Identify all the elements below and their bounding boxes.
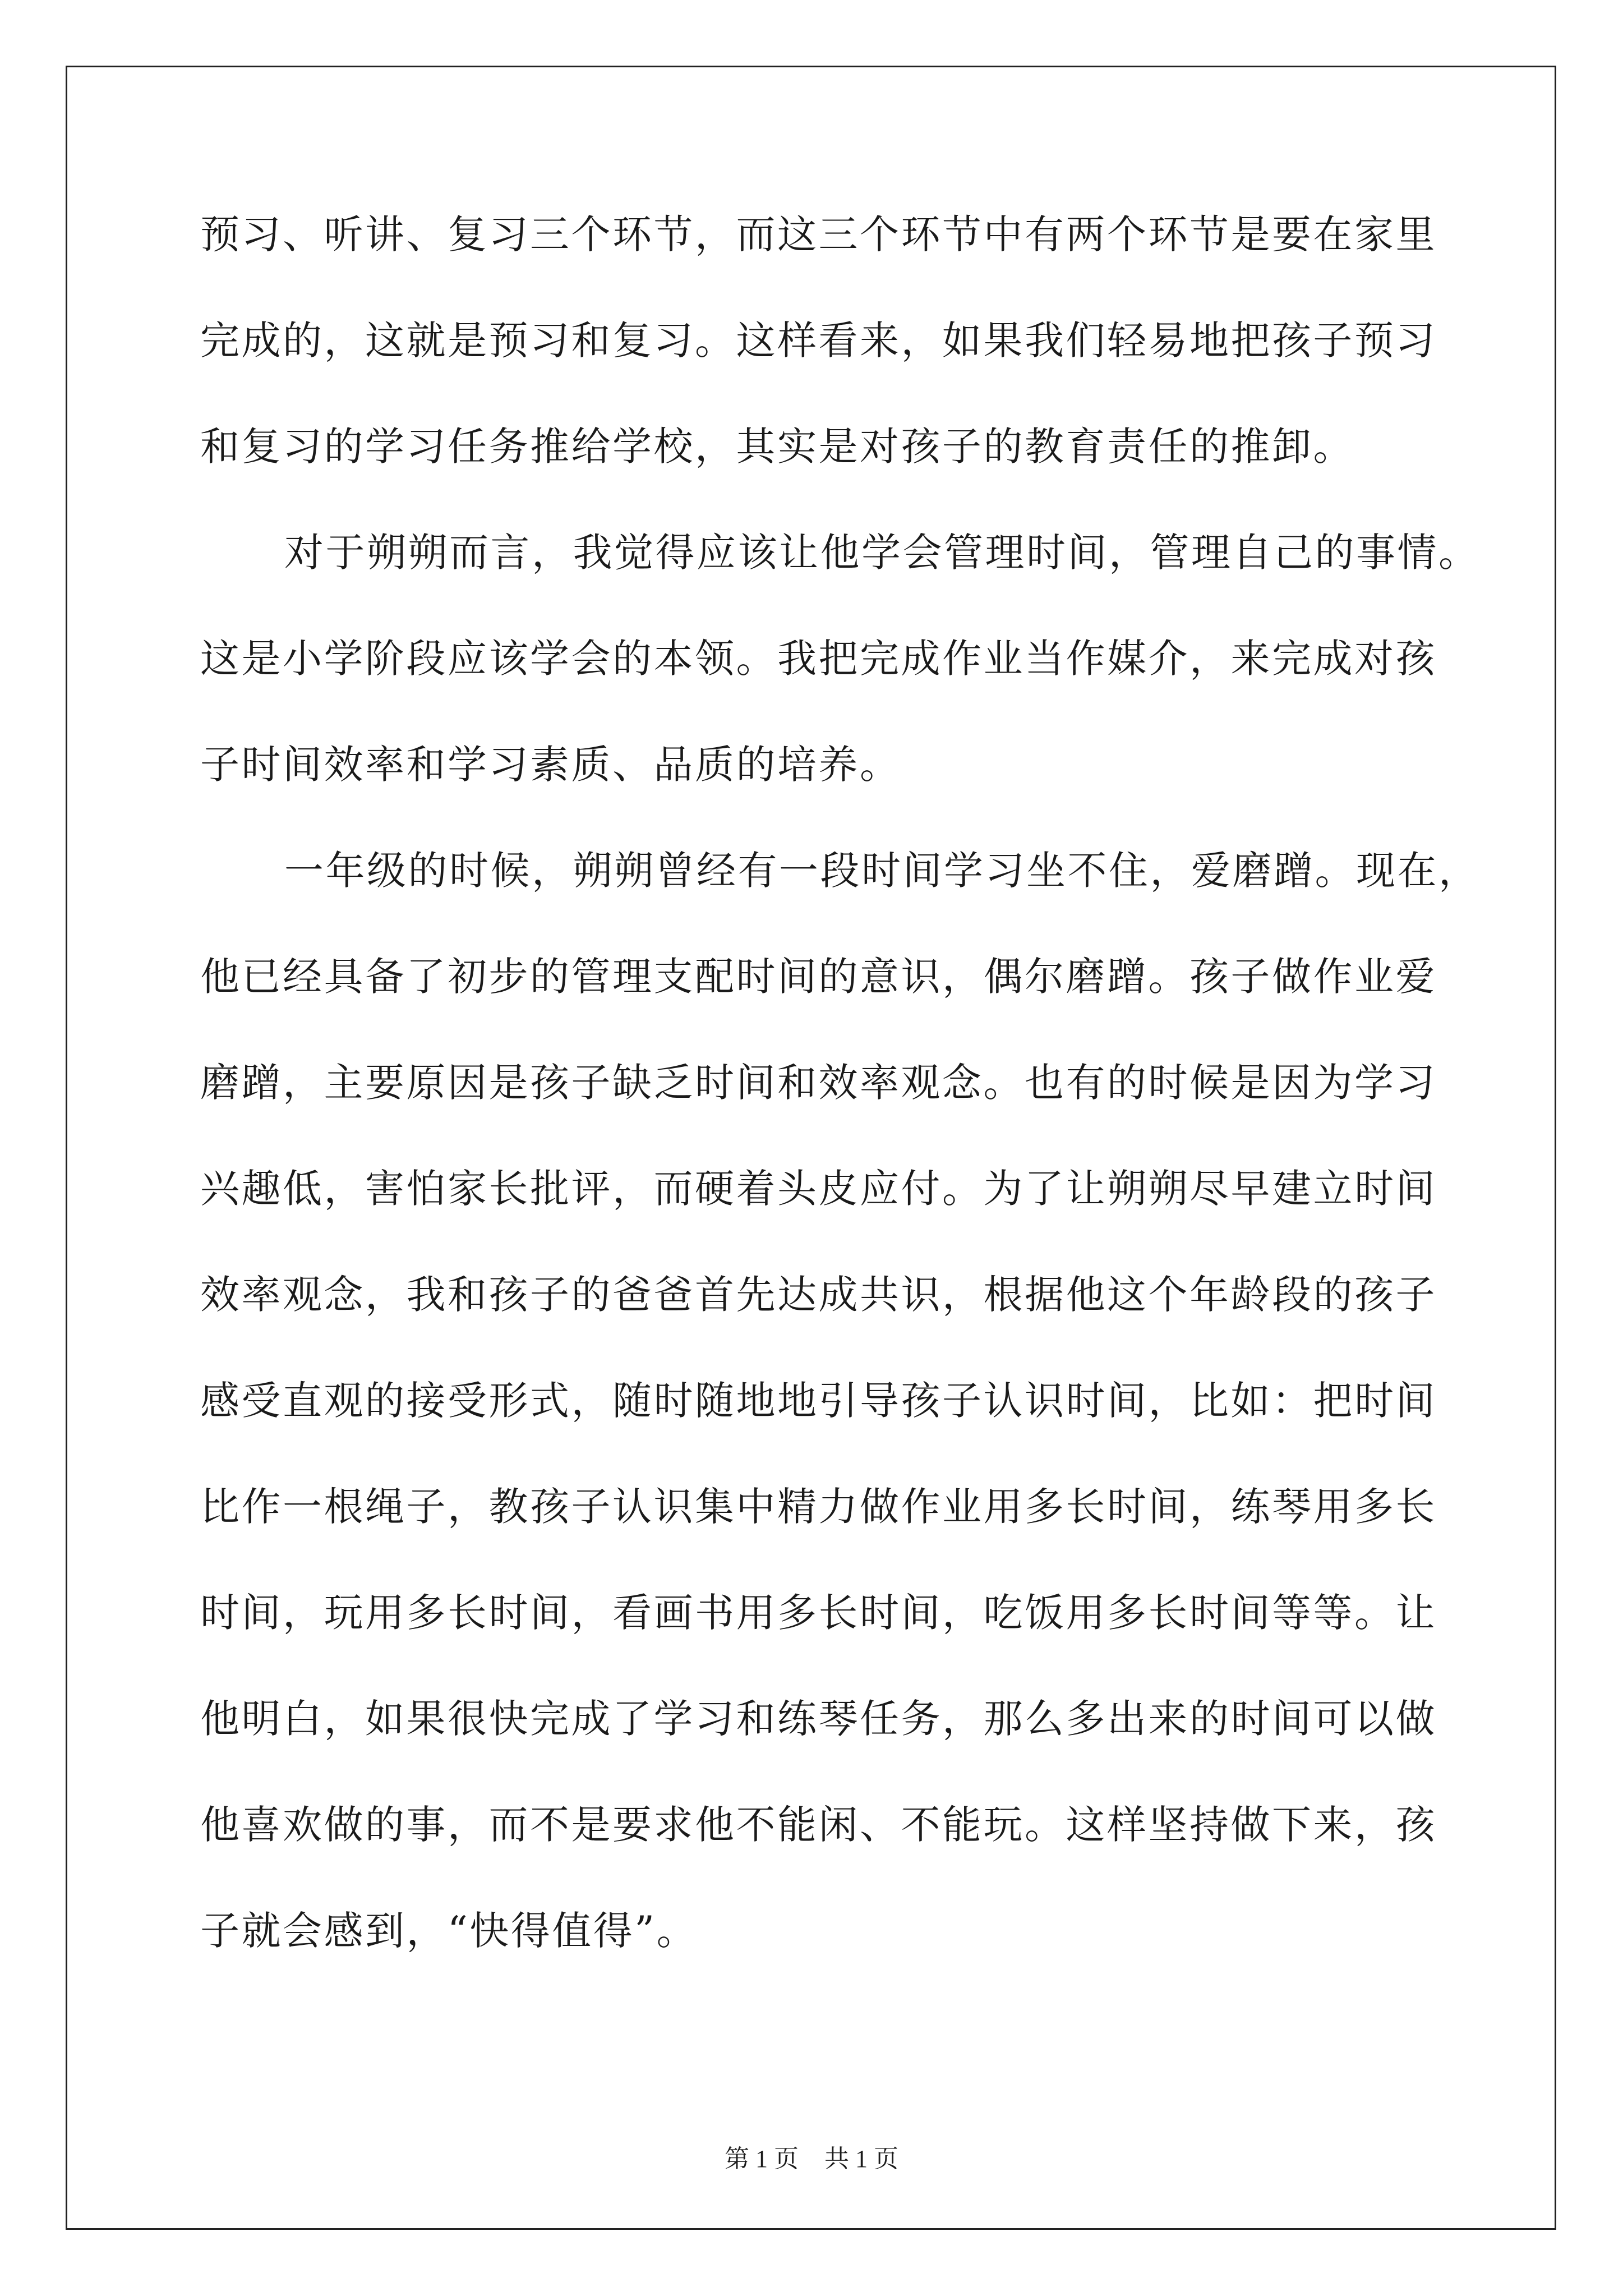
text-line: 比作一根绳子，教孩子认识集中精力做作业用多长时间，练琴用多长 bbox=[200, 1484, 1437, 1530]
text-line: 和复习的学习任务推给学校，其实是对孩子的教育责任的推卸。 bbox=[200, 424, 1354, 470]
text-line: 磨蹭，主要原因是孩子缺乏时间和效率观念。也有的时候是因为学习 bbox=[200, 1060, 1437, 1106]
text-line: 子就会感到，“快得值得”。 bbox=[200, 1908, 698, 1954]
text-line: 这是小学阶段应该学会的本领。我把完成作业当作媒介，来完成对孩 bbox=[200, 636, 1437, 682]
text-line: 感受直观的接受形式，随时随地地引导孩子认识时间，比如：把时间 bbox=[200, 1378, 1437, 1424]
text-line: 他喜欢做的事，而不是要求他不能闲、不能玩。这样坚持做下来，孩 bbox=[200, 1802, 1437, 1848]
paragraph-first-line: 一年级的时候，朔朔曾经有一段时间学习坐不住，爱磨蹭。现在， bbox=[284, 848, 1480, 894]
text-line: 预习、听讲、复习三个环节，而这三个环节中有两个环节是要在家里 bbox=[200, 211, 1437, 257]
text-line: 他明白，如果很快完成了学习和练琴任务，那么多出来的时间可以做 bbox=[200, 1696, 1437, 1742]
text-line: 兴趣低，害怕家长批评，而硬着头皮应付。为了让朔朔尽早建立时间 bbox=[200, 1166, 1437, 1212]
page-number-total: 共 1 页 bbox=[824, 2145, 898, 2173]
text-line: 他已经具备了初步的管理支配时间的意识，偶尔磨蹭。孩子做作业爱 bbox=[200, 954, 1437, 1000]
text-line: 完成的，这就是预习和复习。这样看来，如果我们轻易地把孩子预习 bbox=[200, 318, 1437, 364]
paragraph-first-line: 对于朔朔而言，我觉得应该让他学会管理时间，管理自己的事情。 bbox=[284, 530, 1480, 576]
page-number-current: 第 1 页 bbox=[725, 2145, 799, 2173]
text-line: 子时间效率和学习素质、品质的培养。 bbox=[200, 742, 901, 788]
text-line: 效率观念，我和孩子的爸爸首先达成共识，根据他这个年龄段的孩子 bbox=[200, 1272, 1437, 1318]
page-footer bbox=[0, 2147, 1623, 2171]
text-line: 时间，玩用多长时间，看画书用多长时间，吃饭用多长时间等等。让 bbox=[200, 1590, 1437, 1636]
document-body bbox=[200, 211, 1480, 2017]
